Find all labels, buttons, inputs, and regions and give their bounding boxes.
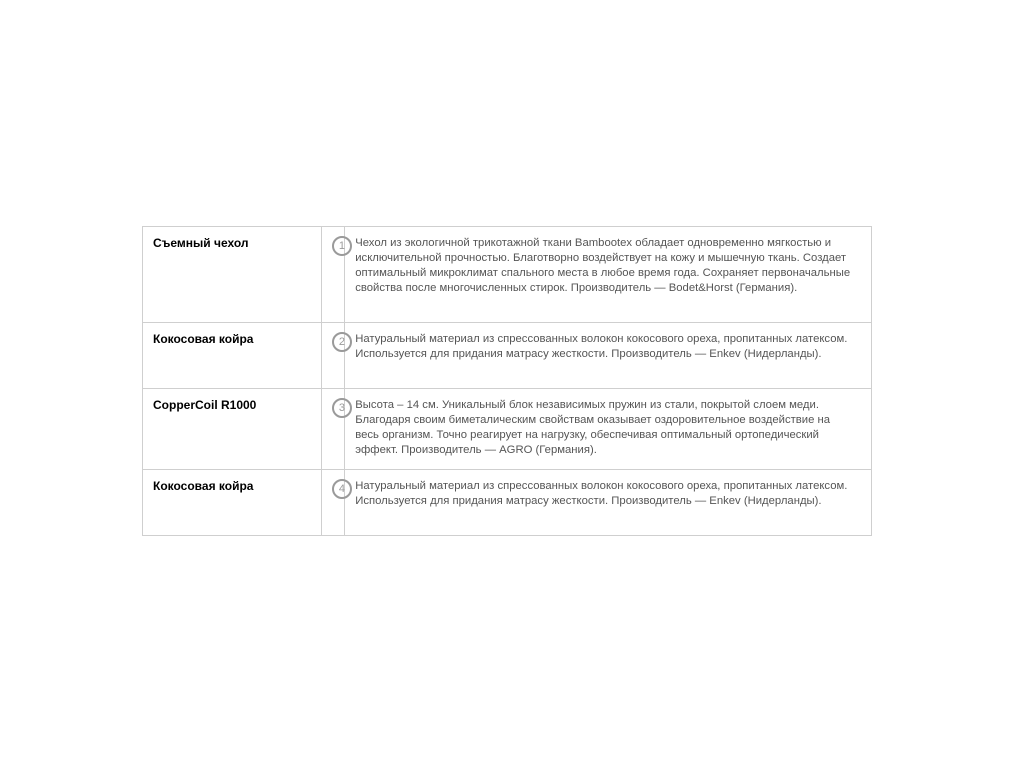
mattress-layers-table: [142, 226, 872, 536]
layer-name: Кокосовая койра: [153, 479, 254, 493]
layer-name-cell: [143, 470, 322, 536]
layer-number-cell: [321, 227, 344, 323]
layer-number-cell: [321, 389, 344, 470]
layer-description-cell: [345, 323, 872, 389]
layer-description: Высота – 14 см. Уникальный блок независимых пружин из стали, покрытой слоем меди. Благодаря своим биметалическим свойствам оказывает оздоровительное воздействие на весь организм. Точно реагирует на нагрузку, обеспечивая оптимальный ортопедический эффект. Производитель — AGRO (Германия).: [355, 399, 831, 456]
layer-description: Натуральный материал из спрессованных волокон кокосового ореха, пропитанных латексом. Используется для придания матрасу жесткости. Производитель — Enkev (Нидерланды).: [355, 480, 848, 507]
layer-description: Натуральный материал из спрессованных волокон кокосового ореха, пропитанных латексом. Используется для придания матрасу жесткости. Производитель — Enkev (Нидерланды).: [355, 333, 848, 360]
layer-name-cell: [143, 227, 322, 323]
layer-description: Чехол из экологичной трикотажной ткани Bambootex обладает одновременно мягкостью и исключительной прочностью. Благотворно воздействует на кожу и мышечную ткань. Создает оптимальный микроклимат спального места в любое время года. Сохраняет первоначальные свойства после многочисленных стирок. Производитель — Bodet&Horst (Германия).: [355, 237, 851, 294]
layer-name: CopperCoil R1000: [153, 398, 257, 412]
layer-number-badge: 2: [332, 332, 352, 352]
layer-name-cell: [143, 323, 322, 389]
layer-number-badge: 3: [332, 398, 352, 418]
layer-name: Кокосовая койра: [153, 332, 254, 346]
layer-number-cell: [321, 470, 344, 536]
table-row: [143, 227, 872, 323]
table-row: [143, 389, 872, 470]
layer-name-cell: [143, 389, 322, 470]
layer-number-badge: 1: [332, 236, 352, 256]
table-row: [143, 470, 872, 536]
layer-description-cell: [345, 470, 872, 536]
layer-name: Съемный чехол: [153, 236, 249, 250]
layer-description-cell: [345, 227, 872, 323]
layer-number-badge: 4: [332, 479, 352, 499]
table-row: [143, 323, 872, 389]
layer-description-cell: [345, 389, 872, 470]
layer-number-cell: [321, 323, 344, 389]
